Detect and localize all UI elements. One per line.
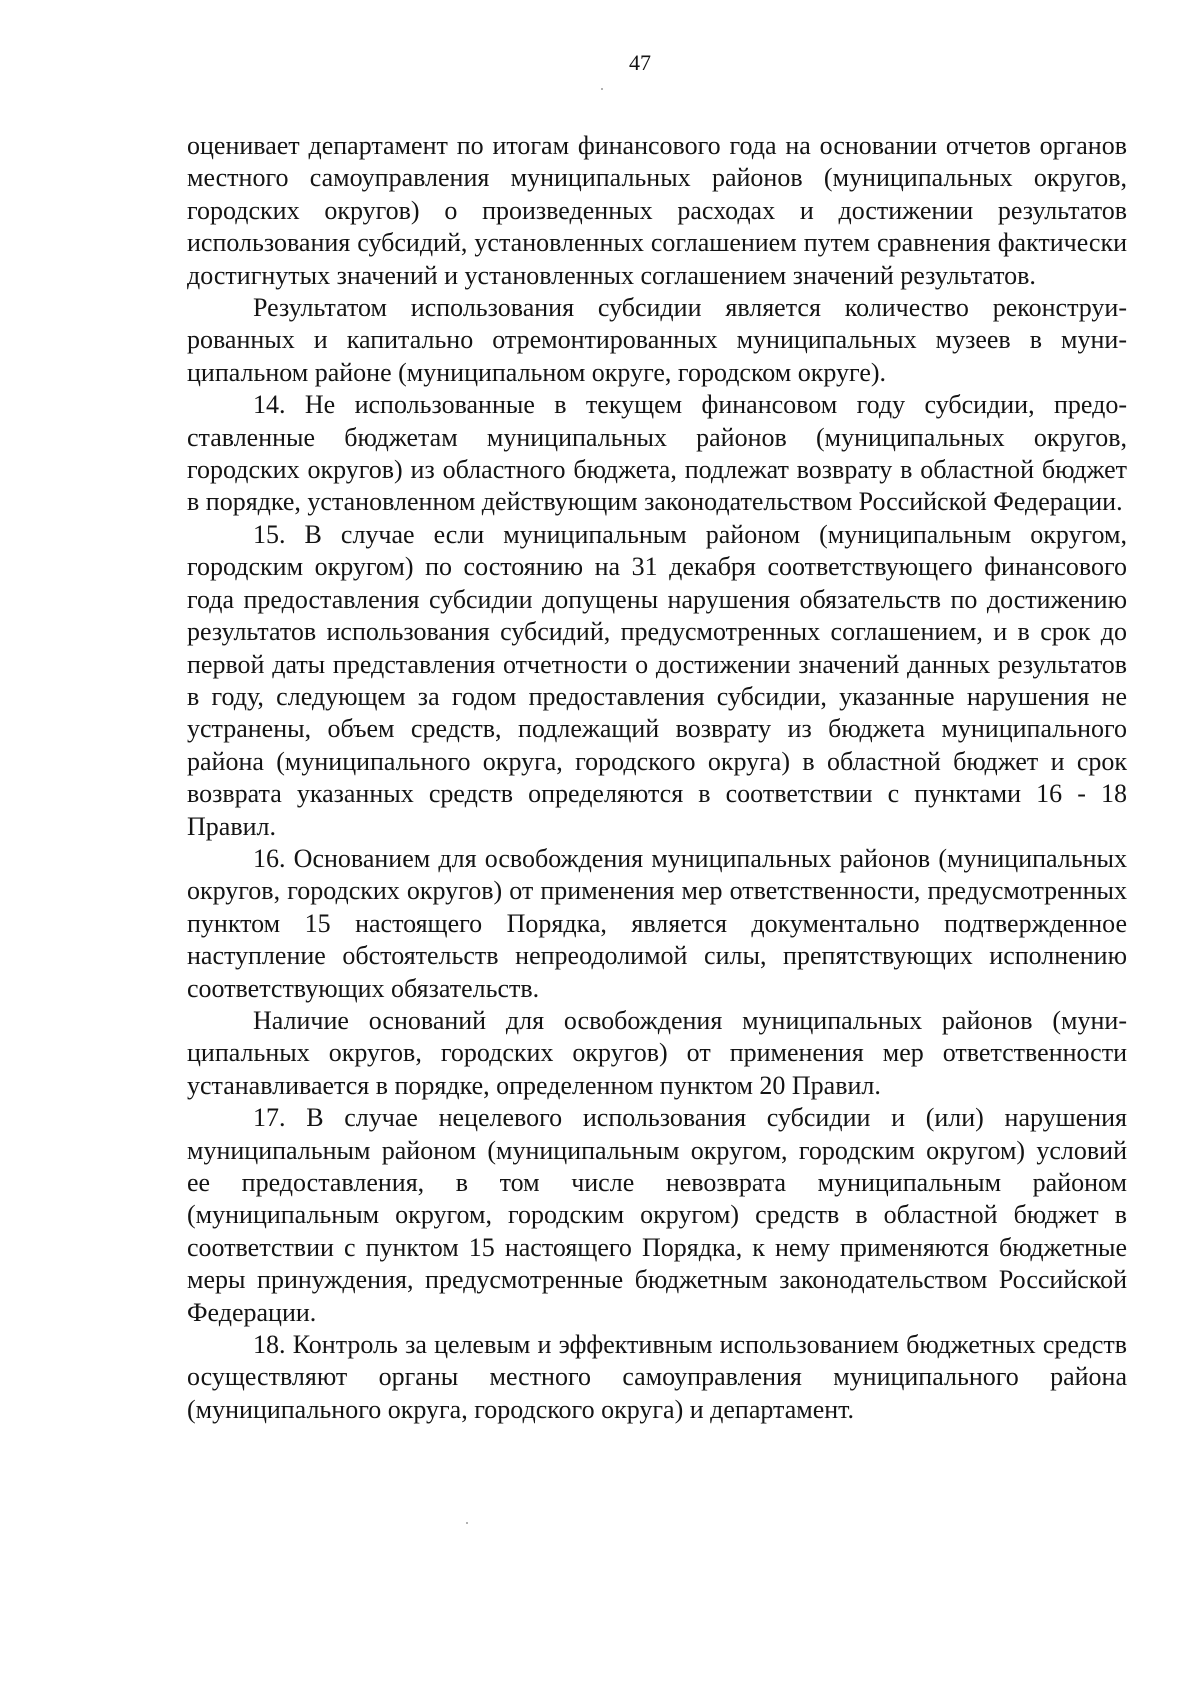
paragraph-item-14: 14. Не использованные в текущем финансовом году субсидии, предоставленные бюджетам муниципальных районов (муниципальных округов, городских округов) из областного бюджета, подлежат возврату в областной бюджет в порядке, установленном действующим законодательством Российской Федерации. <box>187 390 1127 517</box>
paragraph-intro-continuation: оценивает департамент по итогам финансового года на основании отчетов органов местного самоуправления муниципальных районов (муниципальных округов, городских округов) о произведенных расходах и достижении результатов использования субсидий, установленных соглашением путем сравнения фактически достигнутых значений и установленных соглашением значений результатов. <box>187 131 1127 290</box>
paragraph-exemption-grounds: Наличие оснований для освобождения муниципальных районов (муниципальных округов, городских округов) от применения мер ответственности устанавливается в порядке, определенном пунктом 20 Правил. <box>187 1005 1127 1100</box>
paragraph-item-15: 15. В случае если муниципальным районом (муниципальным округом, городским округом) по состоянию на 31 декабря соответствующего финансового года предоставления субсидии допущены нарушения обязательств по достижению результатов использования субсидий, предусмотренных соглашением, и в срок до первой даты представления отчетности о достижении значений данных результатов в году, следующем за годом предоставления субсидии, указанные нарушения не устранены, объем средств, подлежащий возврату из бюджета муниципального района (муниципального округа, городского округа) в областной бюджет и срок возврата указанных средств определяются в соответствии с пунктами 16 - 18 Правил. <box>187 519 1127 841</box>
scan-speck <box>466 1522 468 1524</box>
paragraph-item-18: 18. Контроль за целевым и эффективным использованием бюджетных средств осуществляют органы местного самоуправления муниципального района (муниципального округа, городского округа) и департамент. <box>187 1330 1127 1424</box>
paragraph-subsidy-result: Результатом использования субсидии является количество реконструированных и капитально отремонтированных муниципальных музеев в муниципальном районе (муниципальном округе, городском округе). <box>187 293 1127 387</box>
document-body <box>187 130 1127 1426</box>
scan-speck <box>601 88 603 90</box>
paragraph-item-16: 16. Основанием для освобождения муниципальных районов (муниципальных округов, городских округов) от применения мер ответственности, предусмотренных пунктом 15 настоящего Порядка, является документально подтвержденное наступление обстоятельств непреодолимой силы, препятствующих исполнению соответствующих обязательств. <box>187 843 1127 1003</box>
page-number: 47 <box>629 50 651 75</box>
paragraph-item-17: 17. В случае нецелевого использования субсидии и (или) нарушения муниципальным районом (муниципальным округом, городским округом) условий ее предоставления, в том числе невозврата муниципальным районом (муниципальным округом, городским округом) средств в областной бюджет в соответствии с пунктом 15 настоящего Порядка, к нему применяются бюджетные меры принуждения, предусмотренные бюджетным законодательством Российской Федерации. <box>187 1103 1127 1327</box>
